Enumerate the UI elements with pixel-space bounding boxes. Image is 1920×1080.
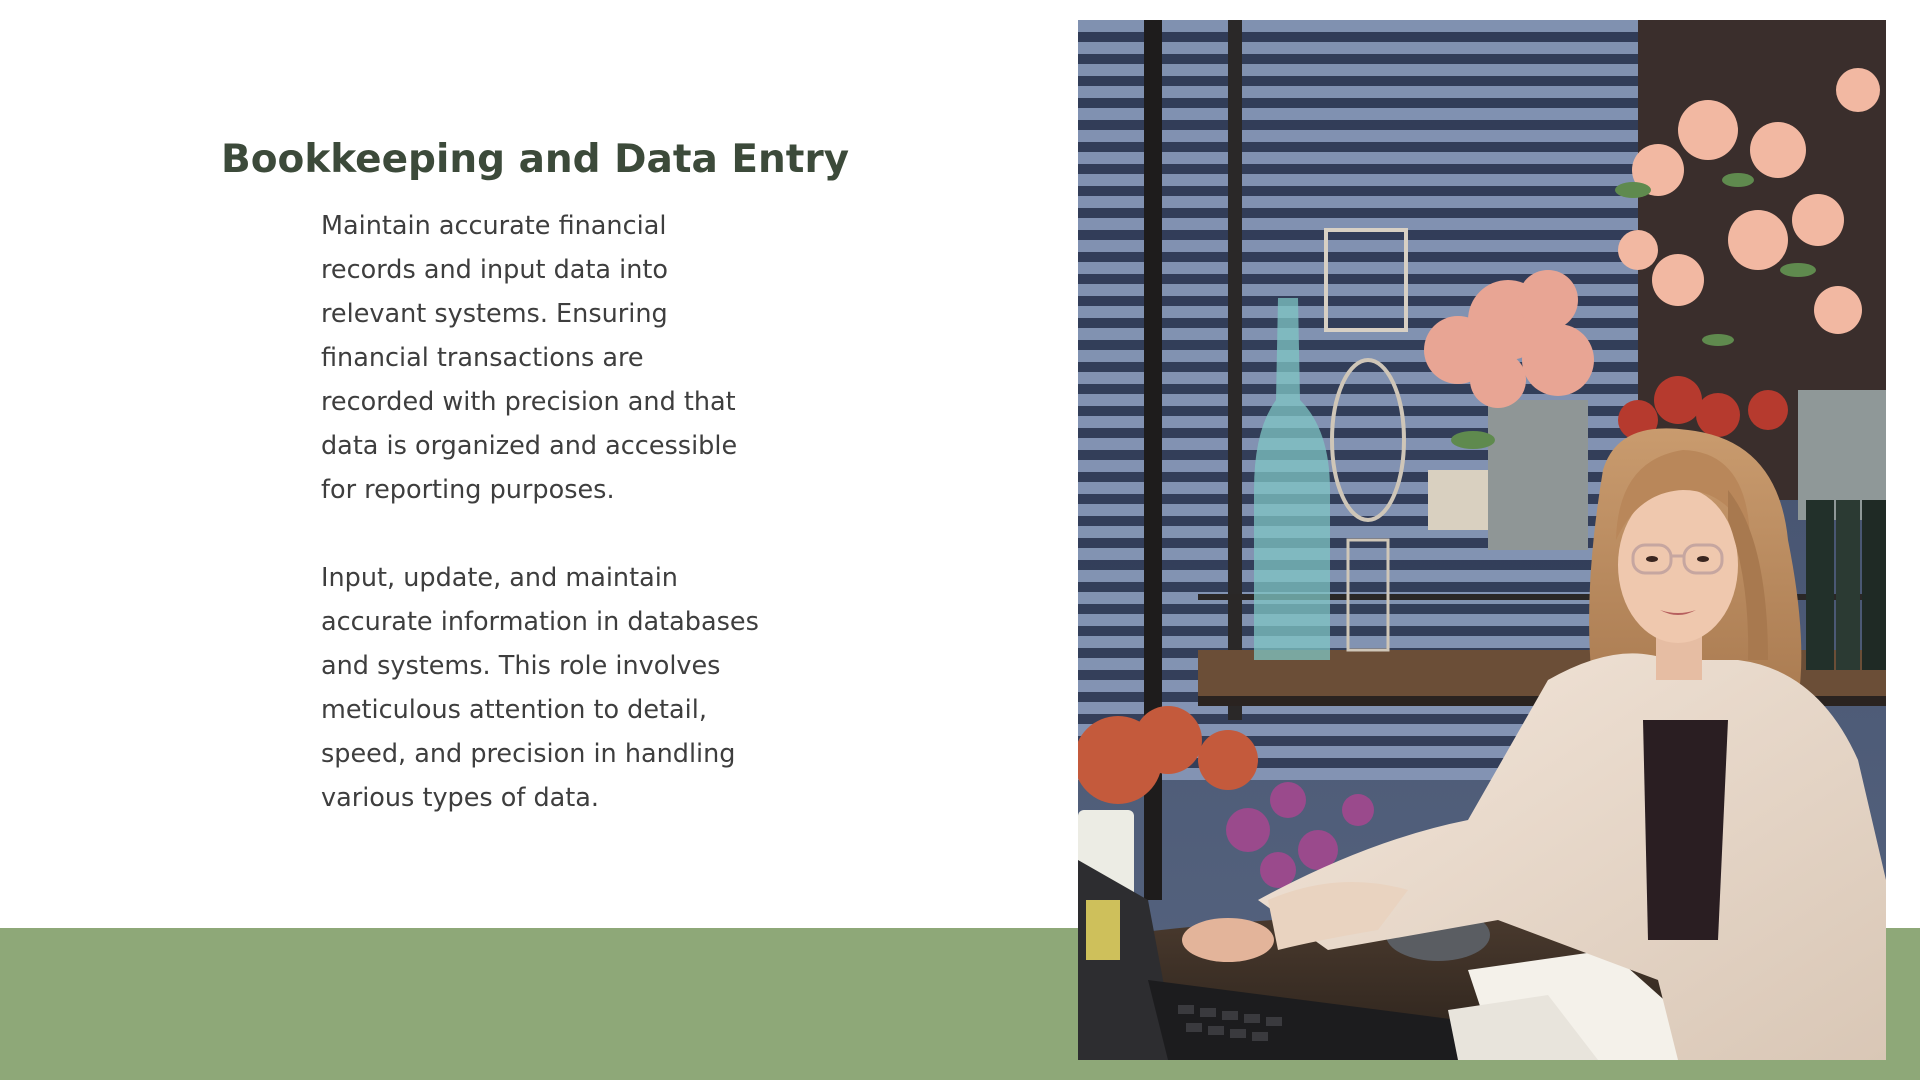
portrait-photo [1078, 20, 1886, 1060]
paragraph-bookkeeping: Maintain accurate financial records and input data into relevant systems. Ensuring financial transactions are recorded with precision and that data is organized and accessible for reporting purposes. [321, 211, 738, 505]
body-text [321, 204, 761, 820]
paragraph-data-entry: Input, update, and maintain accurate information in databases and systems. This role involves meticulous attention to detail, speed, and precision in handling various types of data. [321, 563, 759, 813]
page-title: Bookkeeping and Data Entry [221, 137, 850, 182]
